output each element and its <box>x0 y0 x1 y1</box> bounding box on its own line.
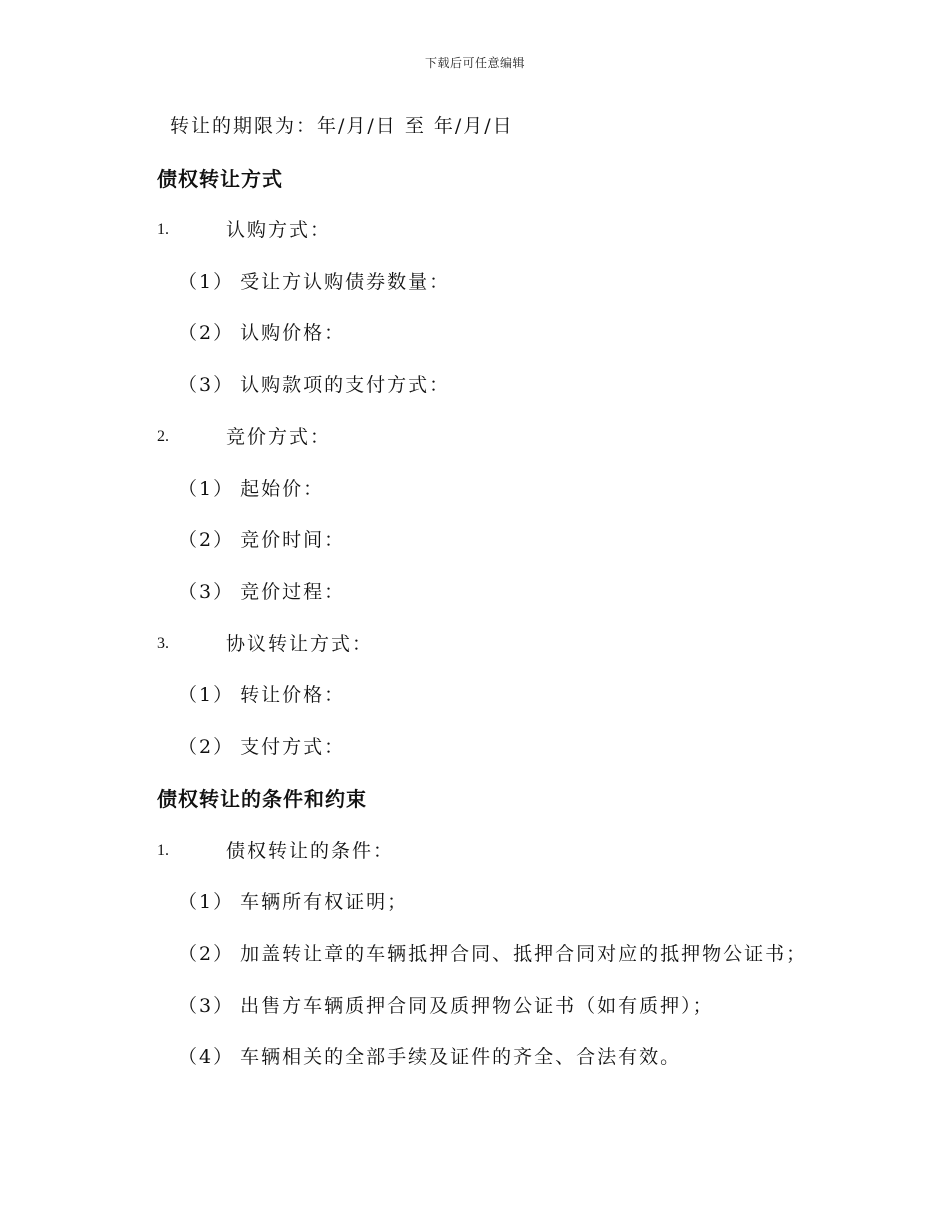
item-number: 1. <box>157 842 169 859</box>
subitem-prefix: （2） <box>178 736 235 758</box>
period-line: 转让的期限为：年/月/日 至 年/月/日 <box>170 115 514 137</box>
subitem <box>178 941 807 967</box>
subitem <box>178 889 408 915</box>
item-label-subscription: 认购方式： <box>226 219 332 241</box>
subitem-prefix: （1） <box>178 684 235 706</box>
item-number: 3. <box>157 635 169 652</box>
subitem-prefix: （1） <box>178 891 235 913</box>
item-label-bidding: 竞价方式： <box>226 426 332 448</box>
subitem <box>178 1044 681 1070</box>
subitem <box>178 734 345 760</box>
subitem-text: 受让方认购债券数量： <box>240 271 451 293</box>
subitem-prefix: （1） <box>178 478 235 500</box>
subitem-prefix: （3） <box>178 581 235 603</box>
subitem-text: 车辆相关的全部手续及证件的齐全、合法有效。 <box>240 1046 682 1068</box>
subitem-text: 认购价格： <box>240 322 346 344</box>
item-label-agreement: 协议转让方式： <box>226 633 374 655</box>
subitem-text: 竞价过程： <box>240 581 346 603</box>
header-note: 下载后可任意编辑 <box>424 56 525 70</box>
subitem-prefix: （3） <box>178 995 235 1017</box>
subitem-prefix: （1） <box>178 271 235 293</box>
subitem <box>178 682 345 708</box>
subitem-text: 支付方式： <box>240 736 346 758</box>
subitem <box>178 993 714 1019</box>
item-number: 2. <box>157 428 169 445</box>
subitem-prefix: （4） <box>178 1046 235 1068</box>
subitem <box>178 476 324 502</box>
subitem-prefix: （3） <box>178 374 235 396</box>
subitem-prefix: （2） <box>178 529 235 551</box>
subitem-text: 出售方车辆质押合同及质押物公证书（如有质押）； <box>240 995 714 1017</box>
subitem <box>178 527 345 553</box>
subitem-text: 车辆所有权证明； <box>240 891 409 913</box>
subitem-text: 转让价格： <box>240 684 346 706</box>
subitem-text: 加盖转让章的车辆抵押合同、抵押合同对应的抵押物公证书； <box>240 943 808 965</box>
section-title-conditions: 债权转让的条件和约束 <box>157 787 367 811</box>
subitem-text: 认购款项的支付方式： <box>240 374 451 396</box>
subitem <box>178 269 450 295</box>
subitem-prefix: （2） <box>178 943 235 965</box>
subitem-text: 竞价时间： <box>240 529 346 551</box>
subitem <box>178 372 450 398</box>
subitem-prefix: （2） <box>178 322 235 344</box>
item-number: 1. <box>157 221 169 238</box>
subitem <box>178 579 345 605</box>
subitem <box>178 320 345 346</box>
section-title-transfer-method: 债权转让方式 <box>157 167 283 191</box>
item-label-conditions: 债权转让的条件： <box>226 840 395 862</box>
subitem-text: 起始价： <box>240 478 325 500</box>
